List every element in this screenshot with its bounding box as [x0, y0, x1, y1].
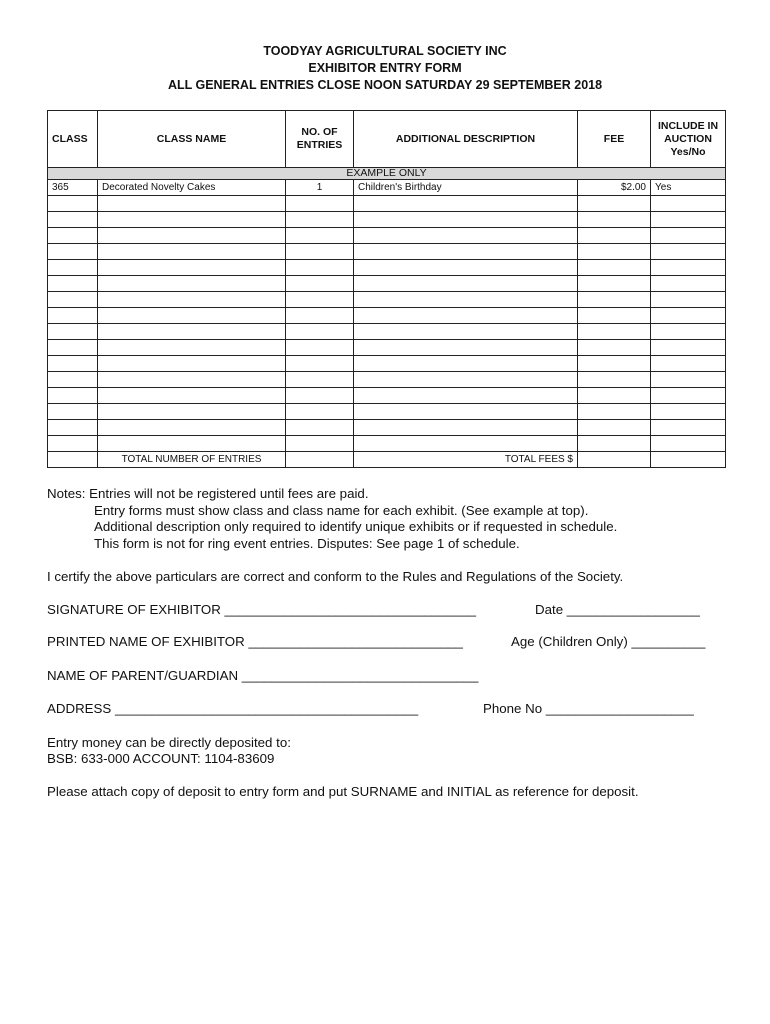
- closing-date: ALL GENERAL ENTRIES CLOSE NOON SATURDAY 29 SEPTEMBER 2018: [167, 78, 603, 92]
- col-description-header: ADDITIONAL DESCRIPTION: [354, 111, 578, 168]
- example-class-name: Decorated Novelty Cakes: [98, 180, 286, 196]
- col-fee-header: FEE: [578, 111, 651, 168]
- col-class-header: CLASS: [48, 111, 98, 168]
- address-line: [47, 701, 722, 716]
- note-line: Additional description only required to identify unique exhibits or if requested in schedule.: [94, 519, 618, 534]
- phone-field[interactable]: Phone No ____________________: [483, 701, 694, 716]
- example-auction: Yes: [651, 180, 726, 196]
- form-title: EXHIBITOR ENTRY FORM: [308, 61, 462, 75]
- example-label: EXAMPLE ONLY: [48, 168, 726, 180]
- bank-details: BSB: 633-000 ACCOUNT: 1104-83609: [47, 751, 275, 766]
- address-field[interactable]: ADDRESS _________________________________________: [47, 701, 419, 716]
- col-entries-header: NO. OF ENTRIES: [286, 111, 354, 168]
- deposit-line: Entry money can be directly deposited to:: [47, 735, 291, 750]
- table-row[interactable]: [48, 372, 726, 388]
- notes: [47, 486, 617, 552]
- certification-statement: I certify the above particulars are correct and conform to the Rules and Regulations of the Society.: [47, 569, 624, 584]
- col-class-name-header: CLASS NAME: [98, 111, 286, 168]
- example-entries: 1: [286, 180, 354, 196]
- table-row[interactable]: [48, 196, 726, 212]
- parent-line: [47, 668, 722, 683]
- note-line: Entry forms must show class and class name for each exhibit. (See example at top).: [94, 502, 589, 518]
- age-field[interactable]: Age (Children Only) __________: [511, 634, 706, 649]
- example-label-row: [48, 168, 726, 180]
- table-row[interactable]: [48, 388, 726, 404]
- total-entries-cell[interactable]: [286, 452, 354, 468]
- table-row[interactable]: [48, 212, 726, 228]
- deposit-instruction: Please attach copy of deposit to entry form and put SURNAME and INITIAL as reference for deposit.: [47, 784, 639, 799]
- total-fees-cell[interactable]: [578, 452, 651, 468]
- deposit-info: [47, 735, 291, 767]
- table-row[interactable]: [48, 324, 726, 340]
- note-line: Notes: Entries will not be registered until fees are paid.: [47, 486, 369, 501]
- table-row[interactable]: [48, 292, 726, 308]
- table-row[interactable]: [48, 228, 726, 244]
- example-class: 365: [48, 180, 98, 196]
- table-row[interactable]: [48, 420, 726, 436]
- note-line: This form is not for ring event entries. Disputes: See page 1 of schedule.: [94, 535, 520, 551]
- printed-name-line: [47, 634, 722, 649]
- example-fee: $2.00: [578, 180, 651, 196]
- form-header: [0, 43, 770, 94]
- table-row[interactable]: [48, 436, 726, 452]
- signature-line: [47, 602, 722, 617]
- example-row: [48, 180, 726, 196]
- table-row[interactable]: [48, 340, 726, 356]
- total-entries-label: TOTAL NUMBER OF ENTRIES: [98, 452, 286, 468]
- date-field[interactable]: Date __________________: [535, 602, 700, 617]
- table-row[interactable]: [48, 308, 726, 324]
- total-fees-label: TOTAL FEES $: [354, 452, 578, 468]
- table-row[interactable]: [48, 356, 726, 372]
- society-name: TOODYAY AGRICULTURAL SOCIETY INC: [263, 44, 507, 58]
- totals-row: [48, 452, 726, 468]
- col-auction-header: INCLUDE IN AUCTION Yes/No: [651, 111, 726, 168]
- table-row[interactable]: [48, 244, 726, 260]
- example-description: Children's Birthday: [354, 180, 578, 196]
- entry-table: [47, 110, 726, 468]
- table-row[interactable]: [48, 276, 726, 292]
- table-header-row: [48, 111, 726, 168]
- parent-guardian-field[interactable]: NAME OF PARENT/GUARDIAN ________________________________: [47, 668, 479, 683]
- table-row[interactable]: [48, 260, 726, 276]
- signature-field[interactable]: SIGNATURE OF EXHIBITOR __________________________________: [47, 602, 476, 617]
- printed-name-field[interactable]: PRINTED NAME OF EXHIBITOR _____________________________: [47, 634, 463, 649]
- table-row[interactable]: [48, 404, 726, 420]
